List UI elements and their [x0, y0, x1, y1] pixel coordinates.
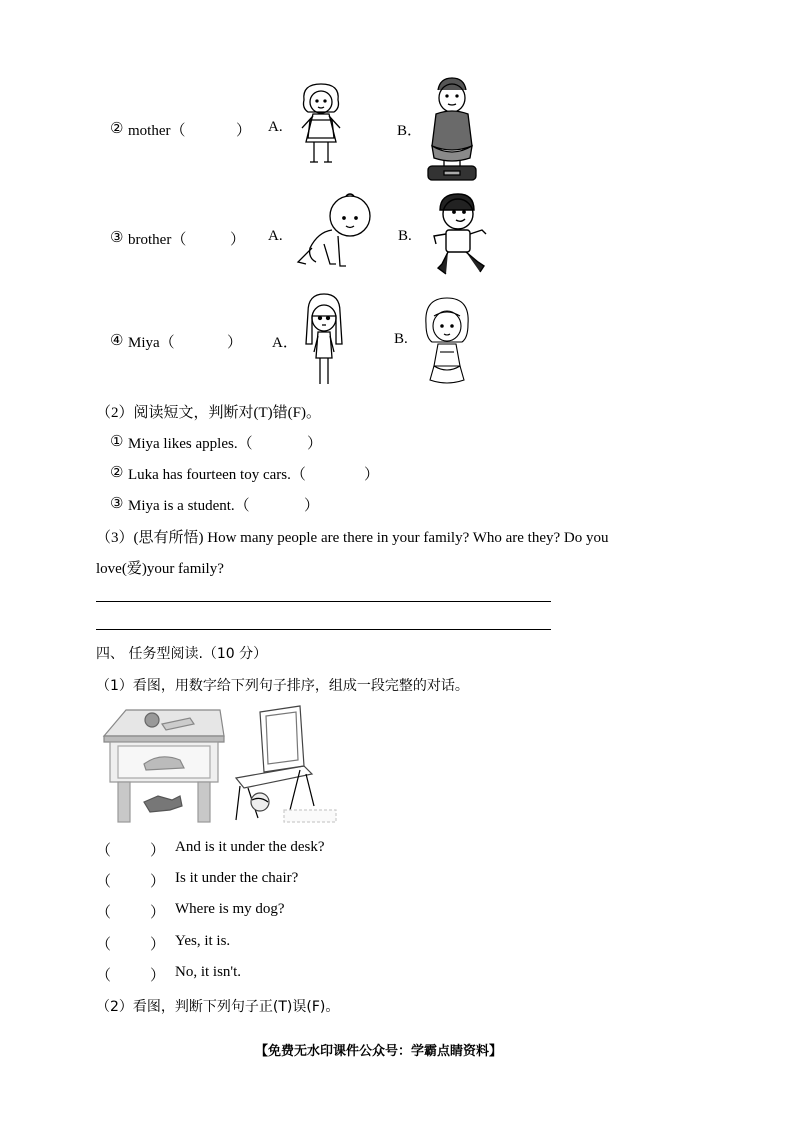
- item-3-close-paren: ）: [230, 232, 246, 248]
- sentence-1-text: And is it under the desk?: [175, 839, 325, 855]
- item-3-option-b: B.: [398, 228, 412, 244]
- item-2-number: ②: [110, 121, 124, 137]
- part2-item-1-close: ）: [307, 436, 323, 452]
- mother-a-illustration: [292, 80, 350, 170]
- sentence-5-open: （: [96, 968, 112, 984]
- part2-item-3-close: ）: [304, 498, 320, 514]
- section4-instruction: （1）看图，用数字给下列句子排序，组成一段完整的对话。: [96, 678, 469, 694]
- answer-line-1[interactable]: [96, 601, 551, 602]
- sentence-4-text: Yes, it is.: [175, 933, 231, 949]
- sentence-3-open: （: [96, 905, 112, 921]
- item-2-option-a: A.: [268, 119, 283, 135]
- part2-heading: （2）阅读短文，判断对(T)错(F)。: [96, 405, 321, 421]
- part2-item-2-close: ）: [364, 467, 380, 483]
- part2-item-1-number: ①: [110, 434, 124, 450]
- item-4-option-a: A．: [272, 335, 298, 351]
- miya-a-girl-illustration: [300, 292, 348, 386]
- item-4-word: Miya（: [128, 335, 175, 351]
- section4-heading: 四、 任务型阅读.（10 分）: [96, 646, 268, 662]
- part2-item-3-number: ③: [110, 496, 124, 512]
- sentence-5-text: No, it isn't.: [175, 964, 242, 980]
- desk-chair-scene-illustration: [100, 702, 340, 826]
- sentence-2-text: Is it under the chair?: [175, 870, 299, 886]
- sentence-4-open: （: [96, 937, 112, 953]
- item-3-number: ③: [110, 230, 124, 246]
- brother-b-boy-illustration: [430, 192, 492, 280]
- brother-a-baby-illustration: [294, 192, 378, 272]
- sentence-3-text: Where is my dog?: [175, 901, 285, 917]
- part3-question-line2: love(爱)your family?: [96, 561, 224, 577]
- sentence-1-close: ）: [150, 843, 166, 859]
- item-4-number: ④: [110, 333, 124, 349]
- item-3-word: brother（: [128, 232, 187, 248]
- item-4-option-b: B.: [394, 331, 408, 347]
- sentence-4-close: ）: [150, 937, 166, 953]
- item-2-word: mother（: [128, 123, 186, 139]
- section4-part2-heading: （2）看图，判断下列句子正(T)误(F)。: [96, 999, 340, 1015]
- mother-b-illustration: [424, 76, 480, 184]
- part2-item-1-text: Miya likes apples.（: [128, 436, 253, 452]
- item-3-option-a: A.: [268, 228, 283, 244]
- item-2-option-b: B．: [397, 123, 423, 139]
- sentence-3-close: ）: [150, 905, 166, 921]
- part3-question-line1: （3）(思有所悟) How many people are there in your family? Who are they? Do you: [96, 530, 609, 546]
- answer-line-2[interactable]: [96, 629, 551, 630]
- sentence-2-close: ）: [150, 874, 166, 890]
- miya-b-girl-illustration: [418, 294, 476, 386]
- item-2-close-paren: ）: [236, 123, 252, 139]
- sentence-5-close: ）: [150, 968, 166, 984]
- item-4-close-paren: ）: [227, 335, 243, 351]
- sentence-2-open: （: [96, 874, 112, 890]
- footer-note: 【免费无水印课件公众号：学霸点睛资料】: [255, 1044, 503, 1059]
- sentence-1-open: （: [96, 843, 112, 859]
- part2-item-2-number: ②: [110, 465, 124, 481]
- part2-item-2-text: Luka has fourteen toy cars.（: [128, 467, 306, 483]
- part2-item-3-text: Miya is a student.（: [128, 498, 250, 514]
